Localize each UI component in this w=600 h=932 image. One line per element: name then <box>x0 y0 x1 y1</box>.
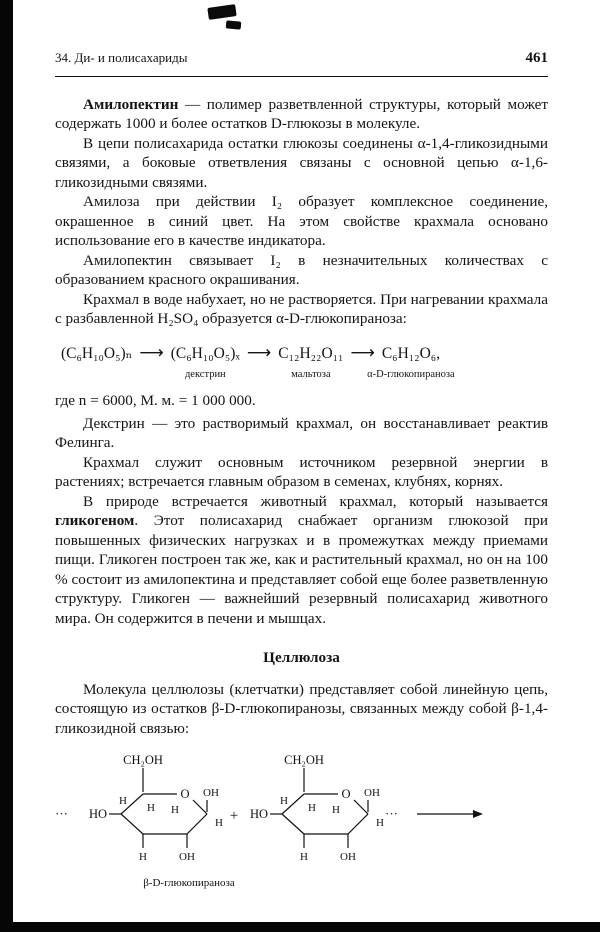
bond-line <box>348 814 368 834</box>
bond-line <box>187 814 207 834</box>
h-label: H <box>147 802 155 814</box>
chemical-equation <box>55 344 548 382</box>
ch2oh-label: CH₂OH <box>123 753 163 767</box>
term-glycogen: гликогеном <box>55 512 135 529</box>
h-label: H <box>171 804 179 816</box>
cellulose-structure-svg <box>49 744 509 894</box>
h-label: H <box>119 795 127 807</box>
para-text: — полимер разветвленной структуры, который может содержать 1000 и более остатков D-глюкозы в молекуле. <box>55 95 548 132</box>
diagram-caption: β-D-глюкопираноза <box>143 877 235 889</box>
h-label: H <box>376 817 384 829</box>
page-number: 461 <box>525 50 548 66</box>
scan-artifact <box>207 4 236 20</box>
scan-artifact <box>226 20 242 29</box>
reaction-arrow: ⟶ <box>139 342 164 363</box>
h-label: H <box>332 804 340 816</box>
para-where-n: где n = 6000, М. м. = 1 000 000. <box>55 392 256 409</box>
h-label: H <box>215 817 223 829</box>
chain-dots: ··· <box>385 806 398 821</box>
bond-line <box>121 814 143 834</box>
para-starch-energy: Крахмал служит основным источником резервной энергии в растениях; встречается главным образом в семенах, клубнях, корнях. <box>55 453 548 490</box>
eq-term-maltose <box>278 344 343 382</box>
page-content <box>55 48 548 900</box>
para-amylopectin <box>55 95 548 134</box>
label-glucopyranose: α-D-глюкопираноза <box>367 368 455 380</box>
term-amylopectin: Амилопектин <box>83 95 179 113</box>
reaction-arrow: ⟶ <box>246 342 272 363</box>
page-header <box>55 48 548 77</box>
chapter-title: 34. Ди- и полисахариды <box>55 50 188 65</box>
reaction-arrow-drawn <box>417 810 483 818</box>
ho-label: HO <box>249 807 268 821</box>
h-label: H <box>280 795 288 807</box>
chain-dots: ··· <box>55 806 68 821</box>
body-text <box>55 95 548 900</box>
h-label: H <box>139 851 147 863</box>
eq-term-starch <box>61 344 132 382</box>
eq-term-dextrin <box>171 344 240 382</box>
para-cellulose: Молекула целлюлозы (клетчатки) представляет собой линейную цепь, состоящую из остатков β-D-глюкопиранозы, связанных между собой β-1,4-гликозидной связью: <box>55 680 548 737</box>
para-amylose-iodine: Амилоза при действии I₂ образует комплексное соединение, окрашенное в синий цвет. На этом свойстве крахмала основано использование его в качестве индикатора. <box>55 193 548 249</box>
h-label: H <box>300 851 308 863</box>
scan-edge-bottom-bar <box>0 922 600 932</box>
oh-label: OH <box>179 851 195 863</box>
para-dextrin: Декстрин — это растворимый крахмал, он восстанавливает реактив Фелинга. <box>55 414 548 451</box>
para-text: . Этот полисахарид снабжает организм глюкозой при повышенных физических нагрузках и в промежутках между приемами пищи. Гликоген построен так же, как и растительный крахмал, но он на 100 % состоит из амилопектина и представляет собой еще более разветвленную структуру. Гликоген — важнейший резервный полисахарид животного мира. Он содержится в печени и мышцах. <box>55 512 548 627</box>
label-maltose: мальтоза <box>291 368 331 380</box>
para-glycogen <box>55 492 548 629</box>
bond-line <box>354 800 368 814</box>
section-heading-cellulose: Целлюлоза <box>263 649 340 666</box>
oh-label: OH <box>364 787 380 799</box>
para-text: В природе встречается животный крахмал, который называется <box>83 492 548 510</box>
ho-label: HO <box>88 807 107 821</box>
para-starch-hydrolysis: Крахмал в воде набухает, но не растворяется. При нагревании крахмала с разбавленной H₂SO₄ образуется α-D-глюкопираноза: <box>55 290 548 327</box>
ring-oxygen-label: O <box>180 787 190 801</box>
glucopyranose-ring-2 <box>250 753 384 863</box>
h-label: H <box>308 802 316 814</box>
glucopyranose-ring-1 <box>89 753 223 863</box>
eq-term-glucopyranose <box>367 344 455 382</box>
bond-line <box>193 800 207 814</box>
formula-starch: (C₆H₁₀O₅)ₙ <box>61 344 133 362</box>
label-dextrin: декстрин <box>184 368 226 380</box>
arrow-head <box>473 810 483 818</box>
oh-label: OH <box>340 851 356 863</box>
oh-label: OH <box>203 787 219 799</box>
para-amylopectin-iodine: Амилопектин связывает I₂ в незначительных количествах с образованием красного окрашивания. <box>55 251 548 288</box>
scan-edge-left-bar <box>0 0 13 932</box>
formula-dextrin: (C₆H₁₀O₅)ₓ <box>170 344 240 362</box>
plus-sign: + <box>229 808 239 824</box>
formula-glucopyranose: C₆H₁₂O₆, <box>381 344 441 362</box>
ch2oh-label: CH₂OH <box>284 753 324 767</box>
para-glycosidic-bonds: В цепи полисахарида остатки глюкозы соединены α-1,4-гликозидными связями, а боковые ответвления связаны с основной цепью α-1,6-гликозидными связями. <box>55 134 548 191</box>
ring-oxygen-label: O <box>341 787 351 801</box>
reaction-arrow: ⟶ <box>350 342 375 363</box>
structure-diagram <box>49 744 548 900</box>
bond-line <box>282 814 304 834</box>
formula-maltose: C₁₂H₂₂O₁₁ <box>278 344 344 362</box>
